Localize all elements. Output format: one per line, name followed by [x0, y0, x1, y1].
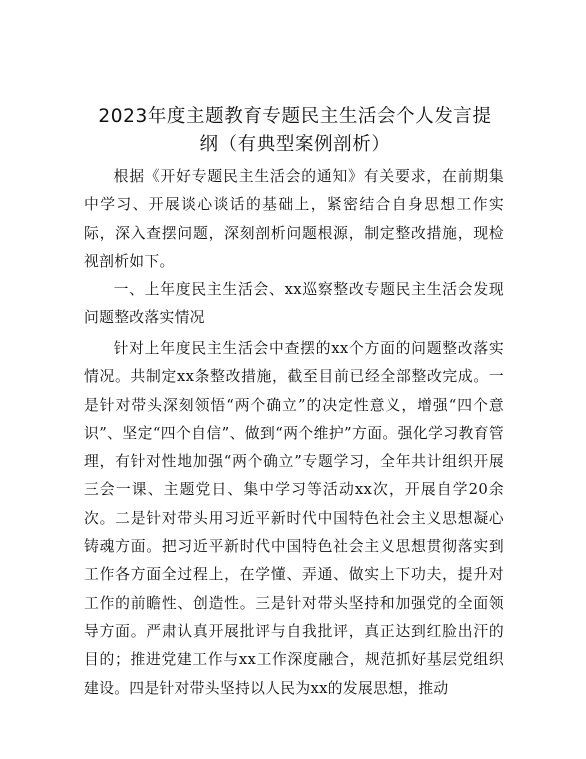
document-title-line-1: 2023年度主题教育专题民主生活会个人发言提 [98, 106, 492, 127]
intro-paragraph: 根据《开好专题民主生活会的通知》有关要求，在前期集中学习、开展谈心谈话的基础上，紧密结合自身思想工作实际，深入查摆问题，深刻剖析问题根源，制定整改措施，现检视剖析如下。 [84, 168, 504, 270]
section-1-heading: 一、上年度民主生活会、xx巡察整改专题民主生活会发现问题整改落实情况 [84, 281, 504, 327]
section-1-body: 针对上年度民主生活会中查摆的xx个方面的问题整改落实情况。共制定xx条整改措施，截至目前已经全部整改完成。一是针对带头深刻领悟“两个确立”的决定性意义，增强“四个意识”、坚定“四个自信”、做到“两个维护”方面。强化学习教育管理，有针对性地加强“两个确立”专题学习，全年共计组织开展三会一课、主题党日、集中学习等活动xx次，开展自学20余次。二是针对带头用习近平新时代中国特色社会主义思想凝心铸魂方面。把习近平新时代中国特色社会主义思想贯彻落实到工作各方面全过程上，在学懂、弄通、做实上下功夫，提升对工作的前瞻性、创造性。三是针对带头坚持和加强党的全面领导方面。严肃认真开展批评与自我批评，真正达到红脸出汗的目的；推进党建工作与xx工作深度融合，规范抓好基层党组织建设。四是针对带头坚持以人民为xx的发展思想，推动 [84, 340, 504, 697]
document-title-line-2: 纲（有典型案例剖析） [199, 134, 391, 155]
